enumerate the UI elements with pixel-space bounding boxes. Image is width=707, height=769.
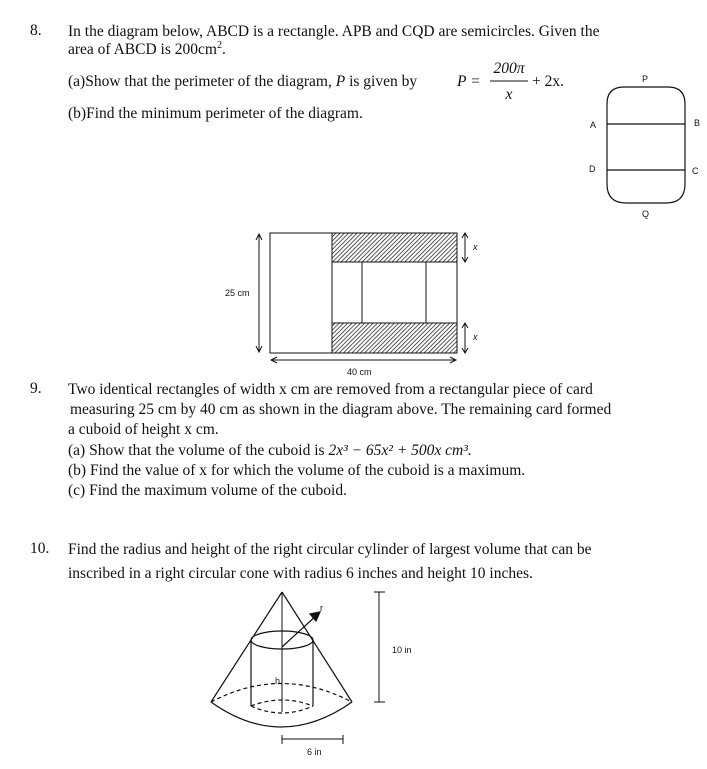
q8-part-a-text: (a)Show that the perimeter of the diagram,: [68, 73, 332, 90]
q10-line-1: Find the radius and height of the right circular cylinder of largest volume that can be: [68, 541, 592, 558]
q8-line-2-end: .: [221, 41, 226, 58]
q9-line-3: a cuboid of height x cm.: [68, 421, 219, 438]
label-d: D: [589, 164, 596, 174]
label-r: r: [320, 603, 323, 613]
q8-line-2-text: area of ABCD is 200cm: [68, 41, 217, 58]
q9-part-b: (b) Find the value of x for which the volume of the cuboid is a maximum.: [68, 462, 526, 479]
q8-part-a-var: P: [335, 73, 346, 90]
label-40cm: 40 cm: [347, 367, 372, 377]
label-6in: 6 in: [307, 747, 322, 757]
q9-line-2: measuring 25 cm by 40 cm as shown in the diagram above. The remaining card formed: [70, 401, 612, 418]
q9-line-1: Two identical rectangles of width x cm are removed from a rectangular piece of card: [68, 381, 593, 398]
q8-line-1: In the diagram below, ABCD is a rectangle. APB and CQD are semicircles. Given the: [68, 23, 600, 40]
q8-formula-tail: + 2x.: [532, 73, 564, 90]
q8-rectangle-diagram: [607, 87, 685, 203]
question-9-number: 9.: [30, 380, 42, 397]
q8-line-2-sup: 2: [216, 40, 222, 51]
semicircle-cqd: [607, 170, 685, 203]
q8-formula-lhs: P =: [457, 73, 481, 90]
label-10in: 10 in: [392, 645, 412, 655]
q9-part-a-text: (a) Show that the volume of the cuboid is: [68, 442, 325, 459]
q9-part-a: [68, 441, 472, 460]
removed-rectangle-bottom: [332, 323, 457, 353]
label-b: B: [694, 118, 701, 128]
label-c: C: [692, 166, 699, 176]
label-25cm: 25 cm: [225, 288, 250, 298]
q9-card-diagram: [256, 233, 468, 363]
removed-rectangle-top: [332, 233, 457, 262]
q9-part-a-expression: 2x³ − 65x² + 500x cm³.: [328, 442, 472, 459]
label-x-bottom: x: [473, 332, 478, 342]
q10-cone-diagram: [211, 592, 385, 744]
cone-left-edge: [211, 592, 282, 702]
q9-part-c: (c) Find the maximum volume of the cuboid.: [68, 482, 347, 499]
question-10-number: 10.: [30, 540, 50, 557]
cone-right-edge: [282, 592, 352, 702]
q8-formula-numerator: 200π: [493, 60, 525, 77]
q10-line-2: inscribed in a right circular cone with radius 6 inches and height 10 inches.: [68, 565, 533, 582]
label-q: Q: [642, 209, 650, 219]
label-a: A: [590, 120, 597, 130]
q8-part-b: (b)Find the minimum perimeter of the diagram.: [68, 105, 363, 122]
q8-part-a-mid: is given by: [349, 73, 418, 90]
semicircle-apb: [607, 87, 685, 124]
question-8-number: 8.: [30, 22, 42, 39]
label-x-top: x: [473, 242, 478, 252]
q8-formula-denominator: x: [505, 86, 513, 103]
label-h: h: [275, 676, 281, 686]
label-p: P: [642, 74, 649, 84]
